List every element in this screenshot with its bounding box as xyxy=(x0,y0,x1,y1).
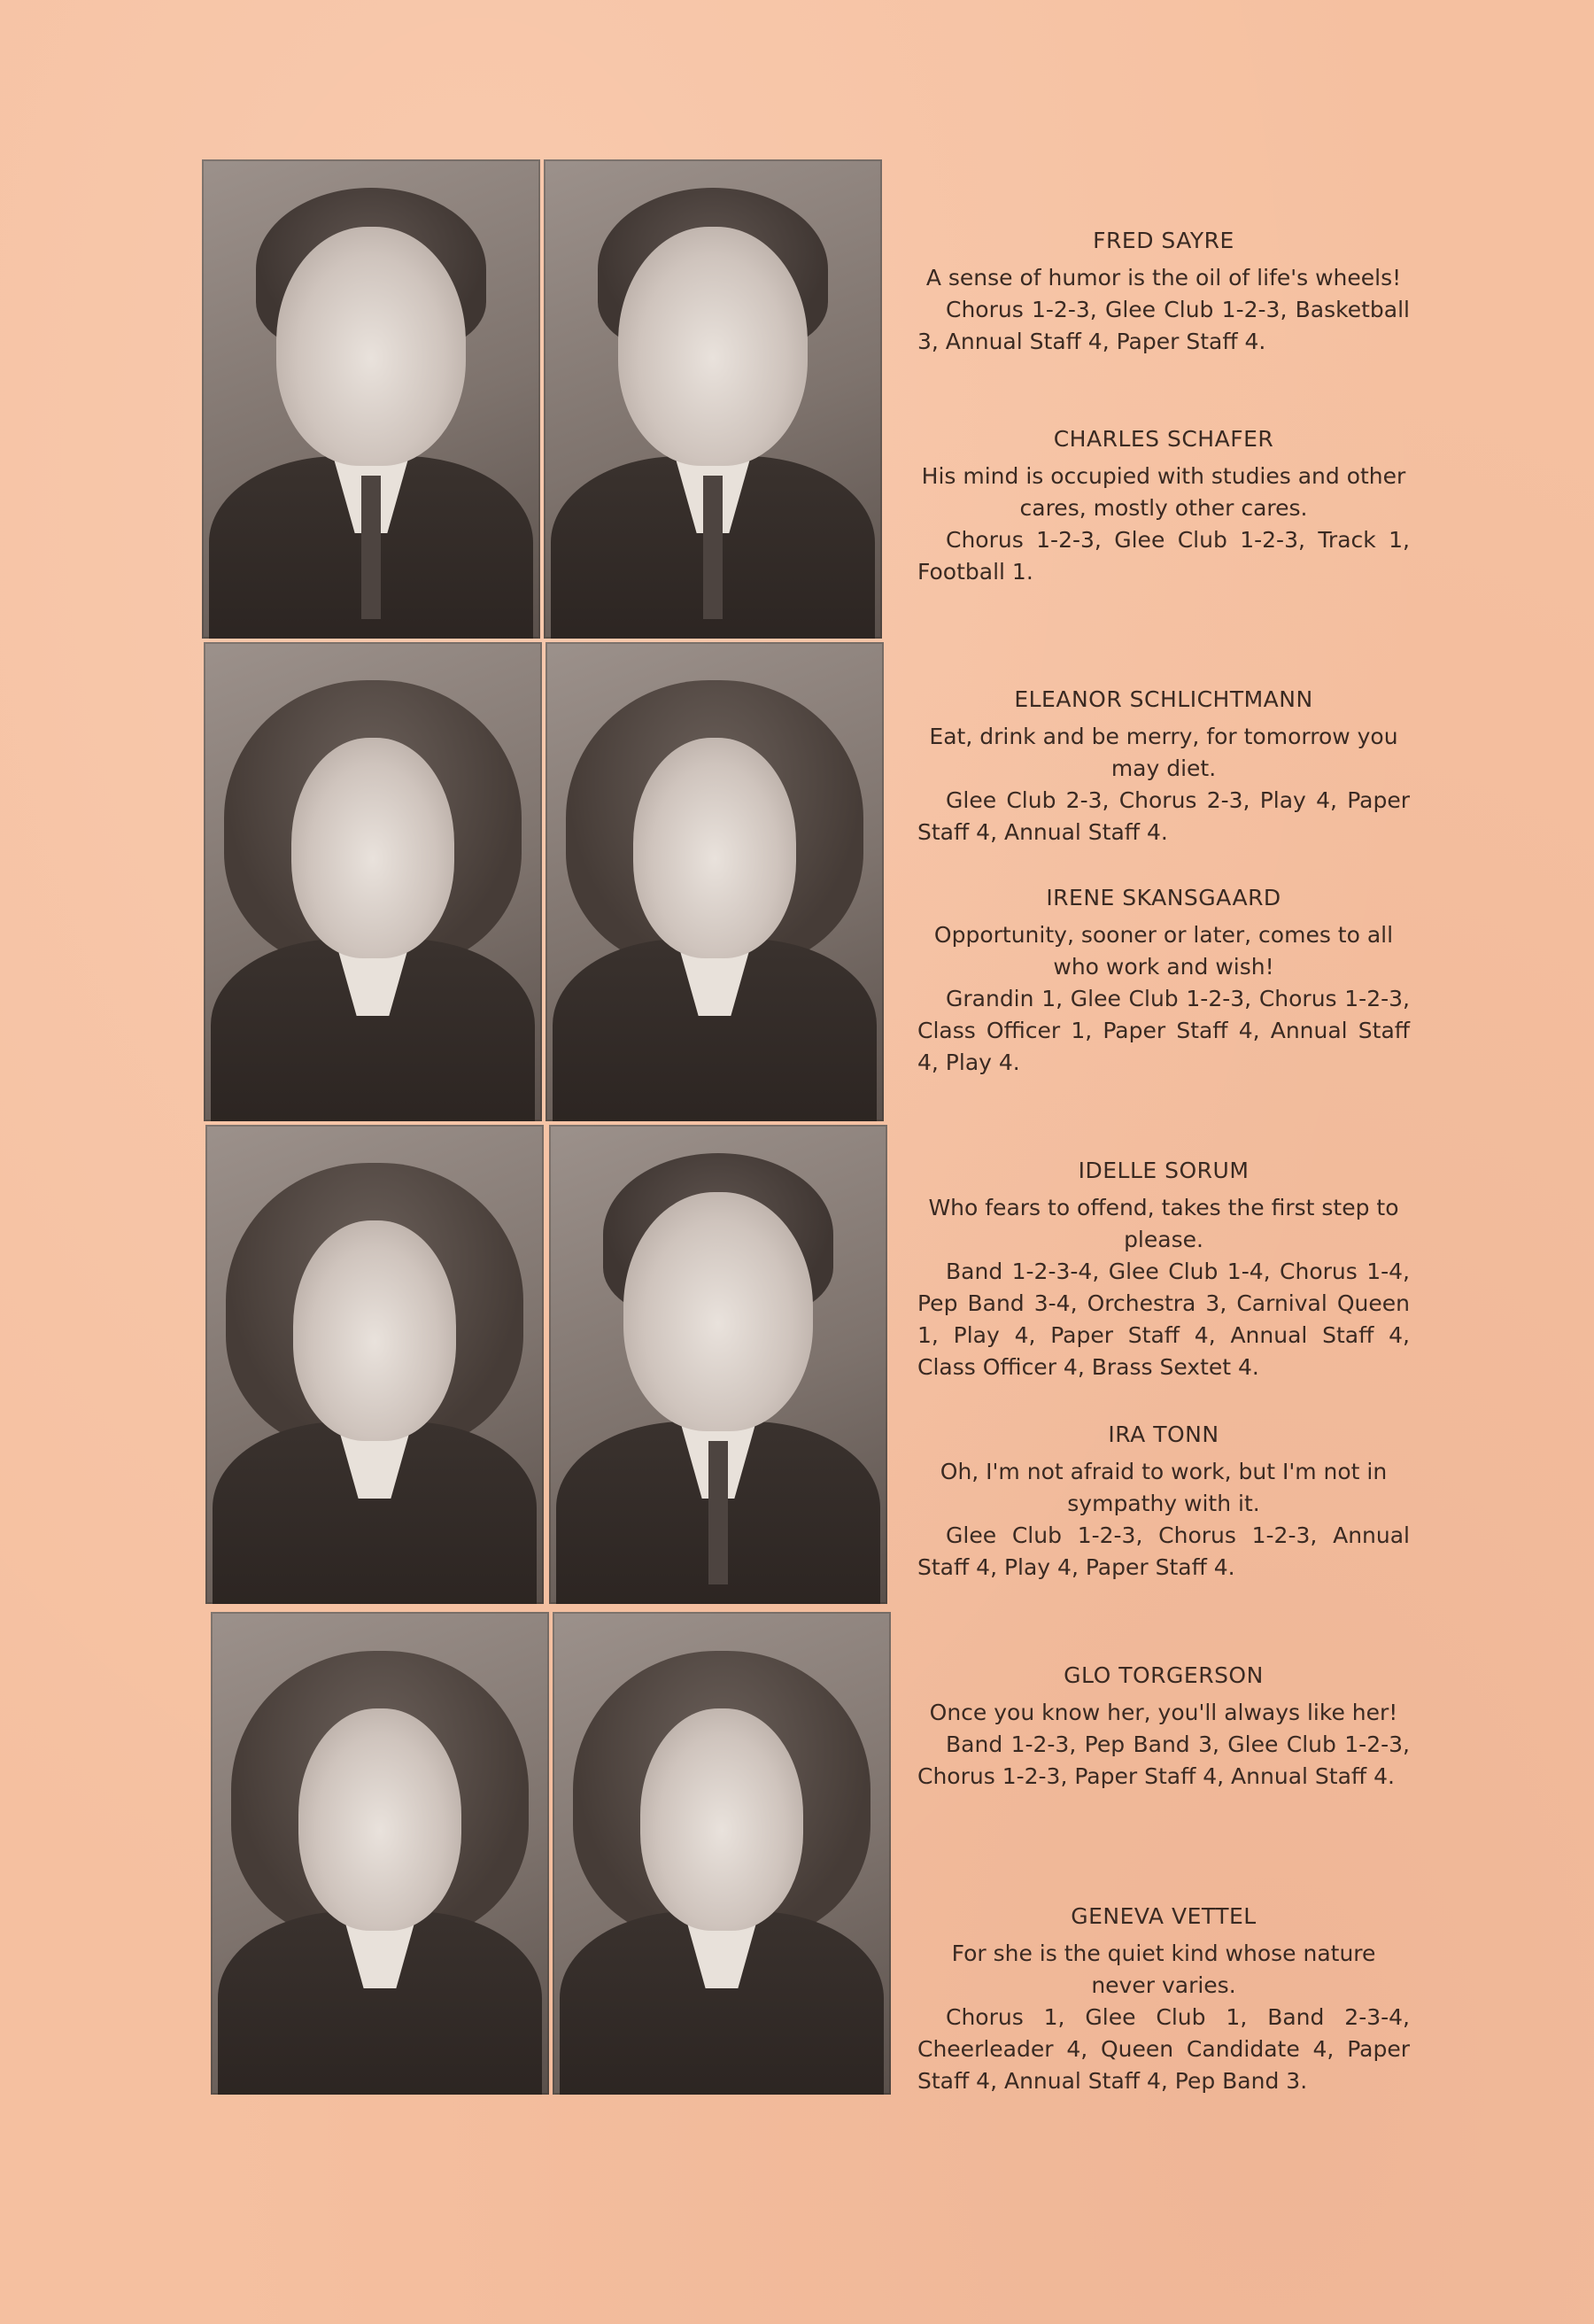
senior-name: GENEVA VETTEL xyxy=(1071,1903,1257,1929)
senior-quote: Once you know her, you'll always like her! xyxy=(929,1700,1398,1725)
senior-quote: A sense of humor is the oil of life's wheels! xyxy=(925,265,1402,290)
senior-quote: Oh, I'm not afraid to work, but I'm not in sympathy with it. xyxy=(940,1459,1388,1516)
senior-quote: Eat, drink and be merry, for tomorrow you may diet. xyxy=(929,724,1398,781)
senior-portrait xyxy=(205,1125,544,1604)
senior-photo-grid xyxy=(202,159,891,2096)
senior-name: GLO TORGERSON xyxy=(1064,1662,1264,1688)
senior-name: FRED SAYRE xyxy=(1093,228,1234,253)
senior-bio xyxy=(917,225,1410,358)
senior-name: IDELLE SORUM xyxy=(1078,1158,1250,1183)
senior-quote: For she is the quiet kind whose nature never varies. xyxy=(951,1941,1376,1998)
senior-activities: Grandin 1, Glee Club 1-2-3, Chorus 1-2-3, Class Officer 1, Paper Staff 4, Annual Staff 4, Play 4. xyxy=(917,986,1410,1075)
senior-bio xyxy=(917,1419,1410,1584)
senior-portrait xyxy=(549,1125,887,1604)
senior-bio xyxy=(917,684,1410,848)
senior-quote: His mind is occupied with studies and other cares, mostly other cares. xyxy=(921,463,1406,521)
senior-quote: Opportunity, sooner or later, comes to all who work and wish! xyxy=(933,922,1394,980)
senior-portrait xyxy=(211,1612,549,2095)
senior-bio xyxy=(917,1660,1410,1793)
senior-activities: Chorus 1-2-3, Glee Club 1-2-3, Track 1, Football 1. xyxy=(917,527,1410,585)
senior-portrait xyxy=(553,1612,891,2095)
senior-bio xyxy=(917,1155,1410,1383)
senior-portrait xyxy=(202,159,540,639)
senior-activities: Glee Club 1-2-3, Chorus 1-2-3, Annual Staff 4, Play 4, Paper Staff 4. xyxy=(917,1522,1410,1580)
senior-portrait xyxy=(544,159,882,639)
senior-name: ELEANOR SCHLICHTMANN xyxy=(1014,686,1313,712)
senior-activities: Band 1-2-3, Pep Band 3, Glee Club 1-2-3, Chorus 1-2-3, Paper Staff 4, Annual Staff 4. xyxy=(917,1731,1410,1789)
senior-name: IRA TONN xyxy=(1108,1422,1219,1447)
senior-bio xyxy=(917,1901,1410,2097)
senior-bio xyxy=(917,882,1410,1079)
senior-activities: Glee Club 2-3, Chorus 2-3, Play 4, Paper Staff 4, Annual Staff 4. xyxy=(917,787,1410,845)
senior-activities: Chorus 1, Glee Club 1, Band 2-3-4, Cheerleader 4, Queen Candidate 4, Paper Staff 4, Annual Staff 4, Pep Band 3. xyxy=(917,2004,1410,2094)
senior-quote: Who fears to offend, takes the first step to please. xyxy=(928,1195,1399,1252)
senior-activities: Chorus 1-2-3, Glee Club 1-2-3, Basketball 3, Annual Staff 4, Paper Staff 4. xyxy=(917,297,1410,354)
senior-portrait xyxy=(204,642,542,1121)
senior-portrait xyxy=(546,642,884,1121)
senior-name: IRENE SKANSGAARD xyxy=(1046,885,1281,910)
senior-bio xyxy=(917,423,1410,588)
senior-name: CHARLES SCHAFER xyxy=(1053,426,1274,452)
senior-activities: Band 1-2-3-4, Glee Club 1-4, Chorus 1-4, Pep Band 3-4, Orchestra 3, Carnival Queen 1, Play 4, Paper Staff 4, Annual Staff 4, Class Officer 4, Brass Sextet 4. xyxy=(917,1259,1410,1380)
